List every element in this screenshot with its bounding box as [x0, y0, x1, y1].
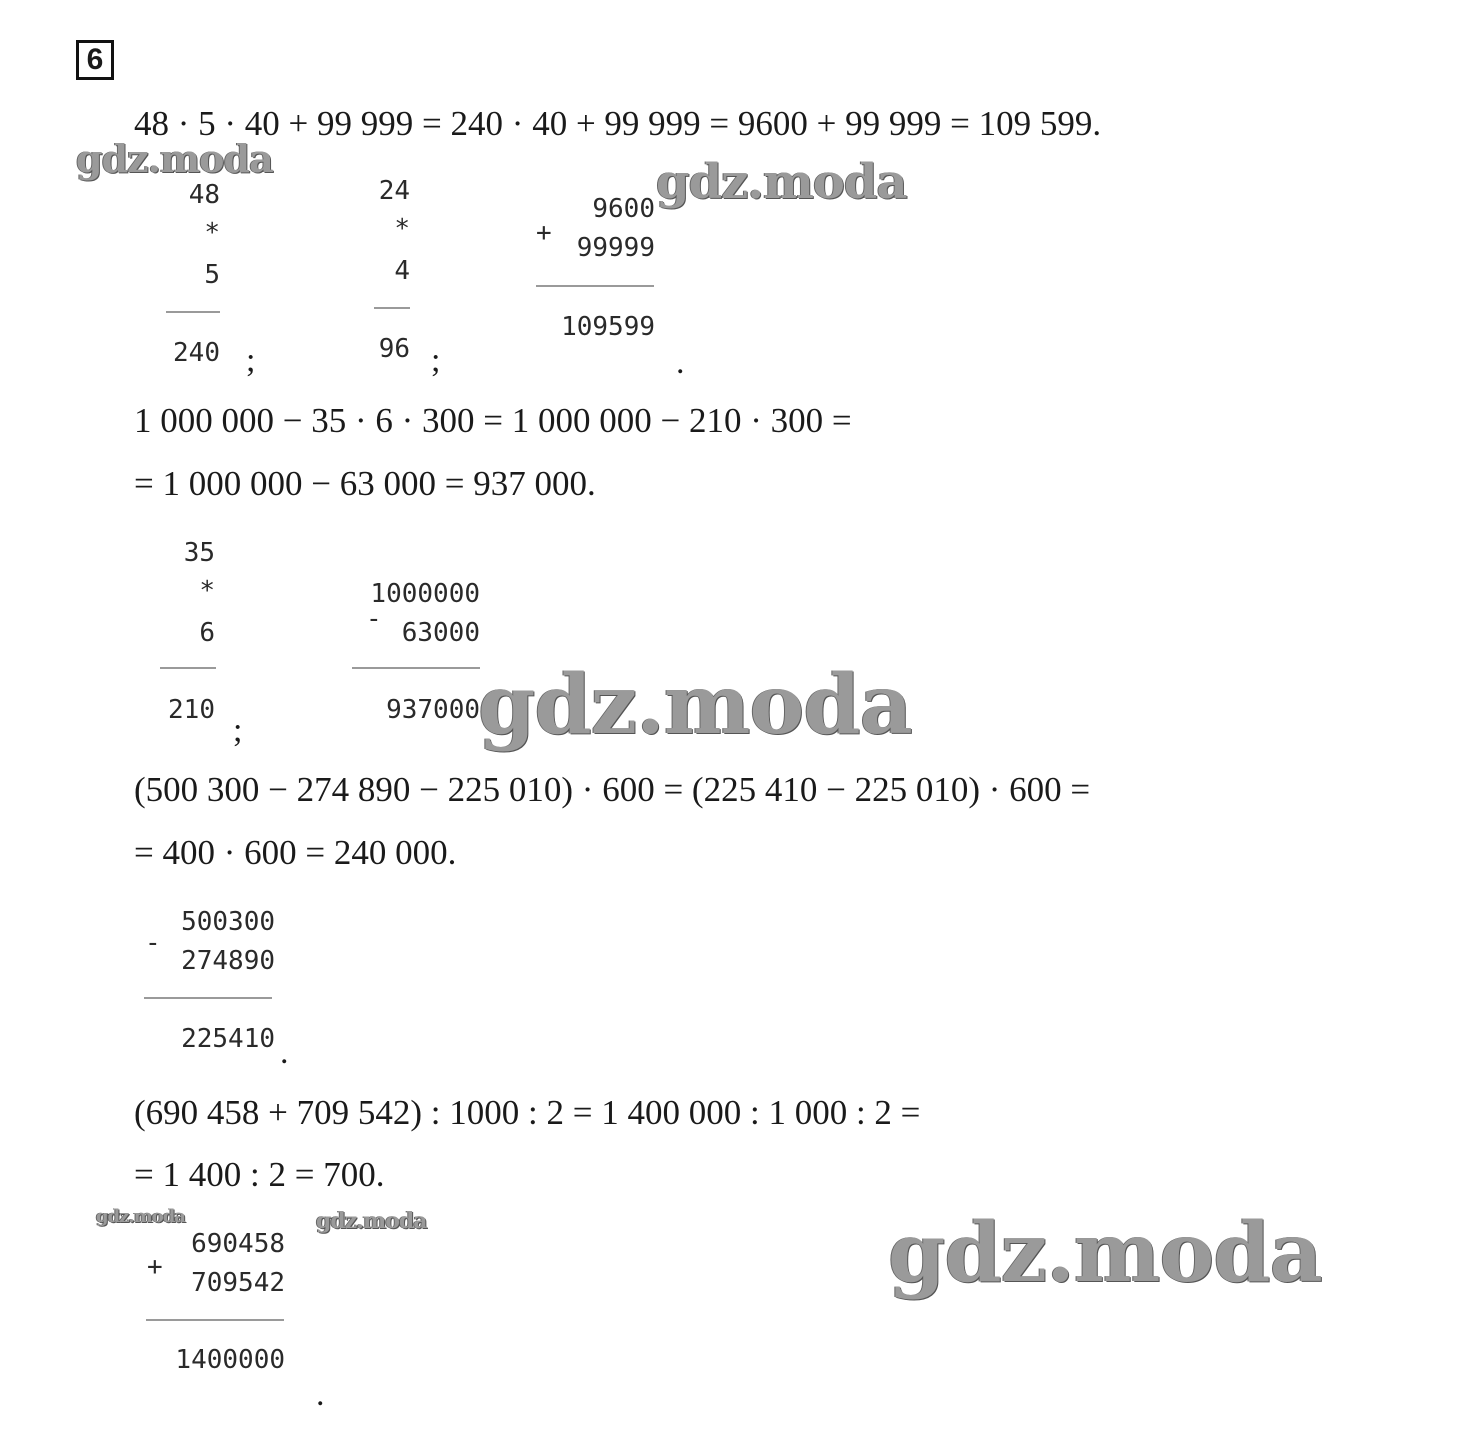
column-4-operator: * — [199, 576, 215, 606]
column-7-bottom: 709542 — [191, 1268, 285, 1298]
watermark-3: gdz.moda — [478, 657, 912, 753]
column-3-bottom: 99999 — [576, 233, 655, 263]
column-4-top: 35 — [183, 538, 215, 568]
column-7-operator: + — [147, 1252, 163, 1282]
column-6-line — [144, 997, 272, 999]
column-1-operator: * — [204, 218, 220, 248]
column-6-bottom: 274890 — [181, 946, 275, 976]
equation-1: 48 · 5 · 40 + 99 999 = 240 · 40 + 99 999 = 9600 + 99 999 = 109 599. — [134, 104, 1102, 143]
column-2-separator: ; — [431, 342, 441, 379]
equation-2-line-2: = 1 000 000 − 63 000 = 937 000. — [134, 464, 596, 503]
column-5-line — [352, 667, 480, 669]
task-number-badge: 6 — [76, 40, 114, 80]
equation-3-line-2: = 400 · 600 = 240 000. — [134, 833, 457, 872]
watermark-4: gdz.moda — [96, 1206, 185, 1227]
column-1-top: 48 — [188, 180, 220, 210]
column-6-top: 500300 — [181, 907, 275, 937]
column-1-separator: ; — [246, 342, 256, 379]
column-1-bottom: 5 — [204, 260, 220, 290]
column-3-operator: + — [536, 218, 552, 248]
column-4-result: 210 — [168, 695, 215, 725]
watermark-6: gdz.moda — [888, 1205, 1322, 1301]
column-3-top: 9600 — [592, 194, 655, 224]
column-5-top: 1000000 — [370, 579, 480, 609]
equation-2-line-1: 1 000 000 − 35 · 6 · 300 = 1 000 000 − 210 · 300 = — [134, 401, 852, 440]
column-1-result: 240 — [173, 338, 220, 368]
column-3-result: 109599 — [561, 312, 655, 342]
column-7-result: 1400000 — [175, 1345, 285, 1375]
column-6-period: . — [280, 1034, 289, 1071]
watermark-5: gdz.moda — [316, 1208, 427, 1234]
column-6-operator: - — [145, 928, 161, 958]
column-1-line — [166, 311, 220, 313]
watermark-2: gdz.moda — [656, 154, 907, 210]
column-2-bottom: 4 — [394, 256, 410, 286]
column-2-result: 96 — [378, 334, 410, 364]
watermark-1: gdz.moda — [76, 136, 273, 181]
column-4-bottom: 6 — [199, 618, 215, 648]
column-7-period: . — [316, 1376, 325, 1413]
equation-4-line-2: = 1 400 : 2 = 700. — [134, 1155, 385, 1194]
column-2-line — [374, 307, 410, 309]
column-5-bottom: 63000 — [401, 618, 480, 648]
column-2-top: 24 — [378, 176, 410, 206]
column-7-top: 690458 — [191, 1229, 285, 1259]
column-7-line — [146, 1319, 284, 1321]
column-3-line — [536, 285, 654, 287]
column-5-result: 937000 — [386, 695, 480, 725]
column-5-operator: - — [366, 604, 382, 634]
column-4-line — [160, 667, 216, 669]
equation-3-line-1: (500 300 − 274 890 − 225 010) · 600 = (225 410 − 225 010) · 600 = — [134, 770, 1091, 809]
equation-4-line-1: (690 458 + 709 542) : 1000 : 2 = 1 400 000 : 1 000 : 2 = — [134, 1093, 921, 1132]
column-3-period: . — [676, 344, 685, 381]
column-4-separator: ; — [233, 712, 243, 749]
column-2-operator: * — [394, 214, 410, 244]
column-6-result: 225410 — [181, 1024, 275, 1054]
